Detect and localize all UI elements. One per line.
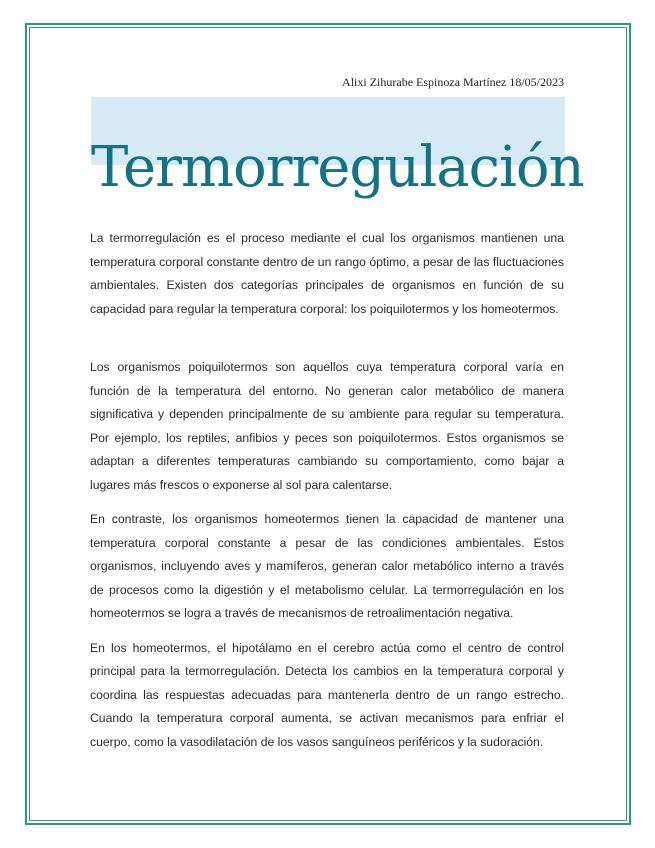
paragraph-hipotalamo: En los homeotermos, el hipotálamo en el cerebro actúa como el centro de control principal para la termorregulación. Detecta los cambios en la temperatura corporal y coordina las respuestas adecuadas para mantenerla dentro de un rango estrecho. Cuando la temperatura corporal aumenta, se activan mecanismos para enfriar el cuerpo, como la vasodilatación de los vasos sanguíneos periféricos y la sudoración.	[90, 640, 564, 749]
page-title: Termorregulación	[91, 134, 584, 200]
paragraph-homeotermos: En contraste, los organismos homeotermos tienen la capacidad de mantener una temperatura corporal constante a pesar de las condiciones ambientales. Estos organismos, incluyendo aves y mamíferos, generan calor metabólico interno a través de procesos como la digestión y el metabolismo celular. La termorregulación en los homeotermos se logra a través de mecanismos de retroalimentación negativa.	[90, 512, 564, 620]
document-date: 18/05/2023	[509, 75, 564, 89]
document-body	[90, 227, 564, 754]
paragraph-intro: La termorregulación es el proceso mediante el cual los organismos mantienen una temperatura corporal constante dentro de un rango óptimo, a pesar de las fluctuaciones ambientales. Existen dos categorías principales de organismos en función de su capacidad para regular la temperatura corporal: los poiquilotermos y los homeotermos.	[90, 231, 564, 316]
paragraph-poiquilotermos: Los organismos poiquilotermos son aquellos cuya temperatura corporal varía en función de la temperatura del entorno. No generan calor metabólico de manera significativa y dependen principalmente de su ambiente para regular su temperatura. Por ejemplo, los reptiles, anfibios y peces son poiquilotermos. Estos organismos se adaptan a diferentes temperaturas cambiando su comportamiento, como bajar a lugares más frescos o exponerse al sol para calentarse.	[90, 360, 564, 492]
author-name: Alixi Zihurabe Espinoza Martínez	[342, 75, 507, 89]
author-date-line	[90, 75, 564, 90]
